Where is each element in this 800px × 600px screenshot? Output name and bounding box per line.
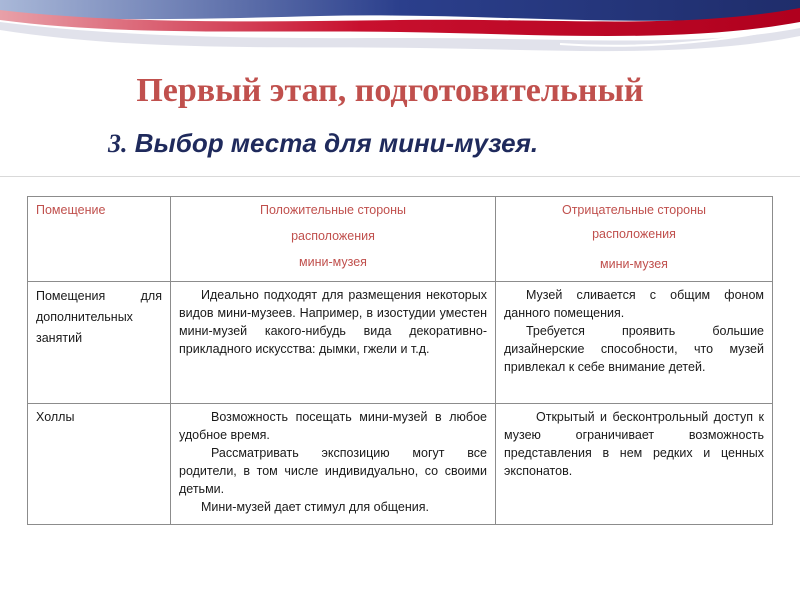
table-header-row: [28, 197, 773, 282]
cell-positive: [171, 404, 496, 525]
slide-title: Первый этап, подготовительный: [136, 72, 644, 109]
header-positive-line: мини-музея: [299, 255, 367, 269]
header-negative: [496, 197, 773, 282]
room-comparison-table: [27, 196, 773, 525]
positive-paragraph: Идеально подходят для размещения некоторых видов мини-музеев. Например, в изостудии уместен мини-музей какого-нибудь вида декоративно-прикладного искусства: дымки, гжели и т.д.: [179, 288, 487, 356]
subtitle-number: 3.: [108, 129, 128, 158]
header-negative-line: расположения: [592, 227, 676, 241]
header-room-label: Помещение: [36, 203, 106, 217]
room-name: Помещения для дополнительных занятий: [36, 289, 162, 345]
negative-paragraph: Требуется проявить большие дизайнерские способности, что музей привлекал к себе внимание детей.: [504, 324, 764, 374]
slide-subtitle: [108, 128, 538, 159]
cell-room: [28, 282, 171, 404]
header-room: [28, 197, 171, 282]
positive-paragraph: Рассматривать экспозицию могут все родители, в том числе индивидуально, со своими детьми.: [179, 446, 487, 496]
room-name: Холлы: [36, 410, 75, 424]
header-negative-line: Отрицательные стороны: [561, 203, 707, 217]
top-wave-decoration: [0, 0, 800, 60]
positive-paragraph: Мини-музей дает стимул для общения.: [201, 500, 430, 514]
positive-paragraph: Возможность посещать мини-музей в любое удобное время.: [179, 410, 487, 442]
table-row: [28, 282, 773, 404]
header-positive-line: расположения: [291, 229, 375, 243]
cell-negative: [496, 404, 773, 525]
title-divider: [0, 176, 800, 177]
cell-room: [28, 404, 171, 525]
subtitle-text: Выбор места для мини-музея.: [134, 128, 539, 158]
negative-paragraph: Открытый и бесконтрольный доступ к музею ограничивает возможность представления в нем редких и ценных экспонатов.: [504, 410, 764, 478]
cell-positive: [171, 282, 496, 404]
negative-paragraph: Музей сливается с общим фоном данного помещения.: [504, 288, 764, 320]
header-positive: [171, 197, 496, 282]
table-row: [28, 404, 773, 525]
header-negative-line: мини-музея: [600, 257, 668, 271]
header-positive-line: Положительные стороны: [259, 203, 407, 217]
cell-negative: [496, 282, 773, 404]
